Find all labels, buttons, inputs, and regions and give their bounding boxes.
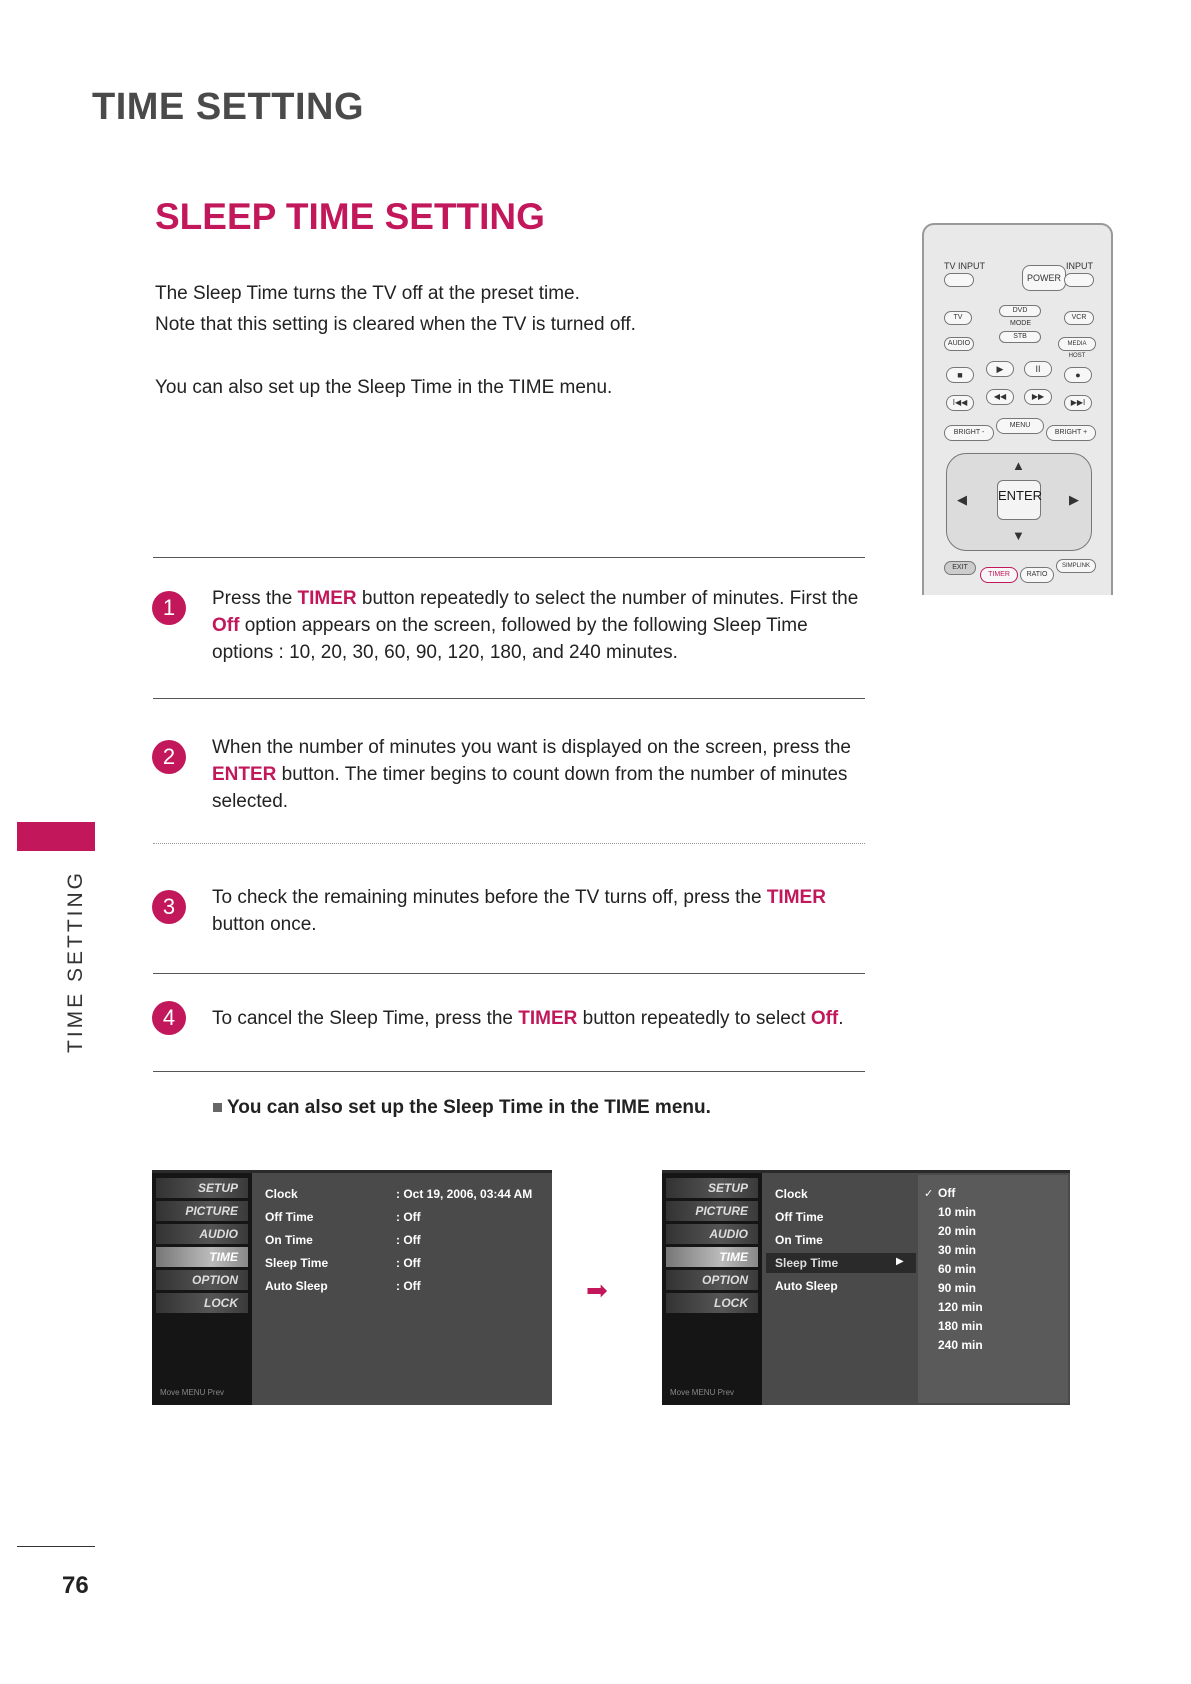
- osd-menu-screen: [152, 1170, 552, 1405]
- divider: [153, 698, 865, 699]
- play-button[interactable]: ▶: [986, 361, 1014, 377]
- tv-input-button[interactable]: [944, 273, 974, 287]
- menu-button[interactable]: MENU: [996, 418, 1044, 434]
- osd-tab-setup[interactable]: SETUP: [156, 1178, 248, 1198]
- power-button[interactable]: POWER: [1022, 265, 1066, 291]
- osd-footer-hint: Move MENU Prev: [670, 1388, 735, 1397]
- osd-tab-setup[interactable]: SETUP: [666, 1178, 758, 1198]
- tv-mode-button[interactable]: TV: [944, 311, 972, 325]
- audio-mode-button[interactable]: AUDIO: [944, 337, 974, 351]
- osd-tab-audio[interactable]: AUDIO: [666, 1224, 758, 1244]
- sleep-option[interactable]: 240 min: [938, 1338, 983, 1352]
- osd-value-clock: : Oct 19, 2006, 03:44 AM: [396, 1187, 533, 1201]
- step-3-text: To check the remaining minutes before the TV turns off, press the TIMER button once.: [212, 887, 826, 935]
- osd-sidebar: [152, 1173, 252, 1405]
- osd-tab-lock[interactable]: LOCK: [156, 1293, 248, 1313]
- osd-row-clock[interactable]: Clock: [775, 1187, 808, 1201]
- osd-row-clock[interactable]: Clock: [265, 1187, 298, 1201]
- osd-value-on-time: : Off: [396, 1233, 421, 1247]
- rewind-button[interactable]: ◀◀: [986, 389, 1014, 405]
- skip-back-button[interactable]: I◀◀: [946, 395, 974, 411]
- step-1-text: Press the TIMER button repeatedly to select the number of minutes. First the Off option appears on the screen, followed by the following Sleep Time options : 10, 20, 30, 60, 90, 120, 180, and 240 minutes.: [212, 588, 859, 663]
- tv-input-label: TV INPUT: [944, 261, 986, 271]
- osd-footer-hint: Move MENU Prev: [160, 1388, 225, 1397]
- exit-button[interactable]: EXIT: [944, 561, 976, 575]
- osd-value-sleep-time: : Off: [396, 1256, 421, 1270]
- down-arrow-button[interactable]: ▼: [1012, 528, 1025, 543]
- divider: [153, 557, 865, 558]
- sleep-option[interactable]: 60 min: [938, 1262, 977, 1276]
- remote-control: [922, 223, 1113, 595]
- intro-line-2: Note that this setting is cleared when the TV is turned off.: [155, 314, 636, 335]
- sleep-option[interactable]: Off: [938, 1186, 956, 1200]
- osd-row-sleep-time[interactable]: Sleep Time: [265, 1256, 329, 1270]
- osd-tab-picture[interactable]: PICTURE: [666, 1201, 758, 1221]
- intro-line-3: You can also set up the Sleep Time in the TIME menu.: [155, 377, 613, 398]
- sleep-option[interactable]: 120 min: [938, 1300, 983, 1314]
- dvd-mode-button[interactable]: DVD: [999, 305, 1041, 317]
- page-number-rule: [17, 1546, 95, 1547]
- up-arrow-button[interactable]: ▲: [1012, 458, 1025, 473]
- stop-button[interactable]: ■: [946, 367, 974, 383]
- divider-dotted: [153, 843, 865, 844]
- osd-sleep-submenu-screen: [662, 1170, 1070, 1405]
- osd-value-auto-sleep: : Off: [396, 1279, 421, 1293]
- osd-tab-option[interactable]: OPTION: [156, 1270, 248, 1290]
- timer-button[interactable]: TIMER: [980, 567, 1018, 583]
- side-tab-marker: [17, 822, 95, 851]
- step-2-text: When the number of minutes you want is displayed on the screen, press the ENTER button. The timer begins to count down from the number of minutes selected.: [212, 737, 851, 812]
- sleep-option[interactable]: 90 min: [938, 1281, 977, 1295]
- checkmark-icon: ✓: [924, 1188, 934, 1200]
- osd-tab-time[interactable]: TIME: [666, 1247, 758, 1267]
- osd-row-auto-sleep[interactable]: Auto Sleep: [775, 1279, 838, 1293]
- simplink-button[interactable]: SIMPLINK: [1056, 559, 1096, 573]
- step-2-number: 2: [152, 740, 186, 774]
- fast-forward-button[interactable]: ▶▶: [1024, 389, 1052, 405]
- mode-label: MODE: [1010, 320, 1031, 327]
- osd-row-sleep-time-selected[interactable]: Sleep Time: [775, 1256, 839, 1270]
- ratio-button[interactable]: RATIO: [1020, 567, 1054, 583]
- section-title: SLEEP TIME SETTING: [155, 196, 545, 237]
- sleep-option[interactable]: 10 min: [938, 1205, 977, 1219]
- sleep-options-list: [918, 1175, 1068, 1403]
- navigation-pad: [946, 453, 1092, 551]
- divider: [153, 1071, 865, 1072]
- media-host-button[interactable]: MEDIA HOST: [1058, 337, 1096, 351]
- osd-sidebar: [662, 1173, 762, 1405]
- record-button[interactable]: ●: [1064, 367, 1092, 383]
- page-title: TIME SETTING: [92, 86, 364, 128]
- osd-row-off-time[interactable]: Off Time: [265, 1210, 314, 1224]
- osd-row-on-time[interactable]: On Time: [775, 1233, 823, 1247]
- step-3-number: 3: [152, 890, 186, 924]
- stb-mode-button[interactable]: STB: [999, 331, 1041, 343]
- skip-forward-button[interactable]: ▶▶I: [1064, 395, 1092, 411]
- input-button[interactable]: [1064, 273, 1094, 287]
- input-label: INPUT: [1066, 261, 1093, 271]
- divider: [153, 973, 865, 974]
- intro-line-1: The Sleep Time turns the TV off at the preset time.: [155, 283, 580, 304]
- sleep-option[interactable]: 20 min: [938, 1224, 977, 1238]
- page-number: 76: [62, 1572, 89, 1599]
- vcr-mode-button[interactable]: VCR: [1064, 311, 1094, 325]
- osd-tab-time[interactable]: TIME: [156, 1247, 248, 1267]
- osd-row-auto-sleep[interactable]: Auto Sleep: [265, 1279, 328, 1293]
- step-4-text: To cancel the Sleep Time, press the TIMER button repeatedly to select Off.: [212, 1008, 844, 1029]
- submenu-arrow-icon: ▶: [896, 1256, 904, 1267]
- osd-tab-lock[interactable]: LOCK: [666, 1293, 758, 1313]
- bright-plus-button[interactable]: BRIGHT +: [1046, 425, 1096, 441]
- osd-value-off-time: : Off: [396, 1210, 421, 1224]
- sleep-option[interactable]: 30 min: [938, 1243, 977, 1257]
- step-1-number: 1: [152, 591, 186, 625]
- left-arrow-button[interactable]: ◀: [957, 492, 967, 507]
- osd-tab-option[interactable]: OPTION: [666, 1270, 758, 1290]
- note: You can also set up the Sleep Time in the TIME menu.: [213, 1097, 711, 1119]
- osd-tab-picture[interactable]: PICTURE: [156, 1201, 248, 1221]
- osd-row-on-time[interactable]: On Time: [265, 1233, 313, 1247]
- pause-button[interactable]: II: [1024, 361, 1052, 377]
- osd-tab-audio[interactable]: AUDIO: [156, 1224, 248, 1244]
- bullet-square-icon: [213, 1103, 222, 1112]
- step-4-number: 4: [152, 1001, 186, 1035]
- osd-row-off-time[interactable]: Off Time: [775, 1210, 824, 1224]
- right-arrow-icon: ➡: [586, 1275, 608, 1305]
- enter-button[interactable]: ENTER: [997, 480, 1041, 520]
- sleep-option[interactable]: 180 min: [938, 1319, 983, 1333]
- bright-minus-button[interactable]: BRIGHT -: [944, 425, 994, 441]
- side-section-label: TIME SETTING: [64, 870, 87, 1053]
- right-arrow-button[interactable]: ▶: [1069, 492, 1079, 507]
